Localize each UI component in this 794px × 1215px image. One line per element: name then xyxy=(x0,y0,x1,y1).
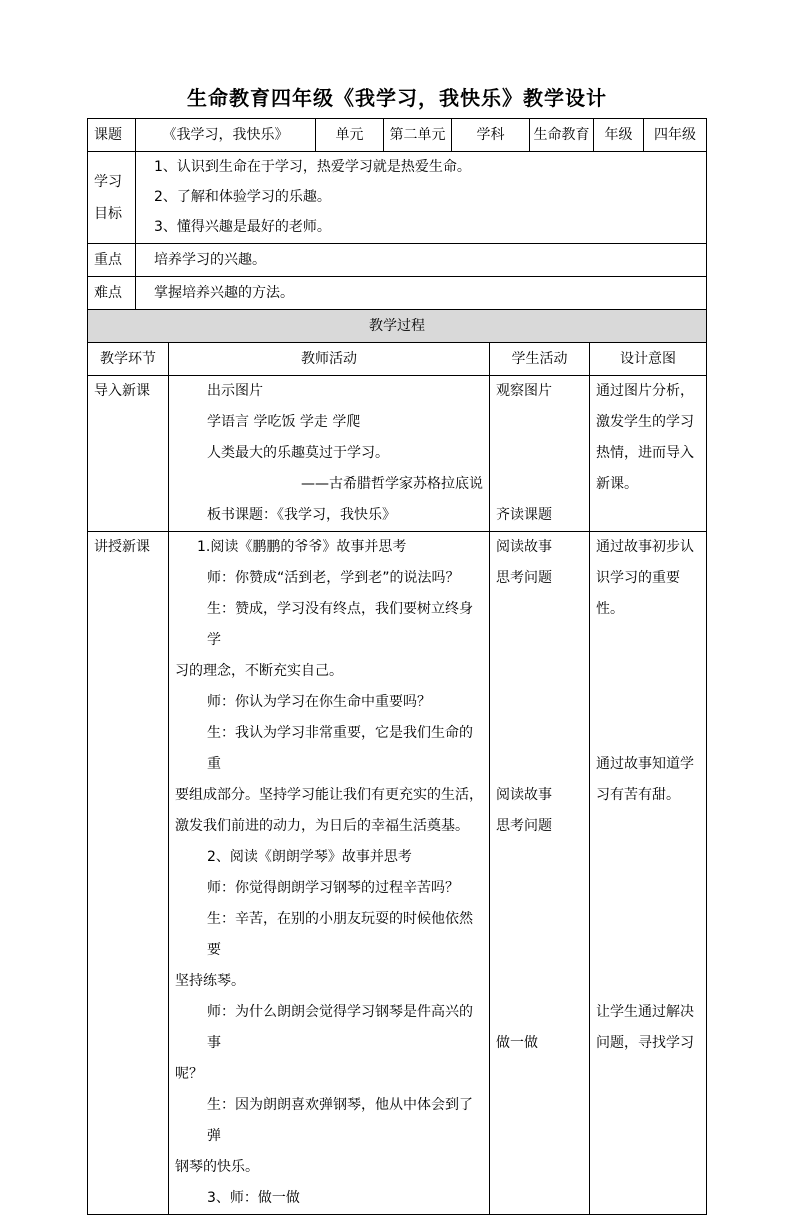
column-header: 教学环节 xyxy=(88,343,169,376)
text-line: 呢？ xyxy=(175,1066,203,1082)
text-line: 板书课题：《我学习，我快乐》 xyxy=(207,507,396,523)
unit-label: 单元 xyxy=(316,119,384,152)
text-line: 师：你觉得朗朗学习钢琴的过程辛苦吗？ xyxy=(207,880,459,896)
key-point-label: 重点 xyxy=(88,244,136,277)
text-line: 通过故事知道学 xyxy=(596,756,694,772)
text-line: 阅读故事 xyxy=(496,539,552,555)
table-row xyxy=(88,532,707,1215)
text-line: 让学生通过解决 xyxy=(596,1004,694,1020)
text-line: 坚持练琴。 xyxy=(175,973,245,989)
text-line: 思考问题 xyxy=(496,818,552,834)
teaching-process-table xyxy=(87,309,707,1215)
text-line: 热情，进而导入 xyxy=(596,445,694,461)
text-line: 师：你认为学习在你生命中重要吗？ xyxy=(207,694,431,710)
table-row xyxy=(88,376,707,532)
column-header: 设计意图 xyxy=(590,343,707,376)
text-line: 做一做 xyxy=(496,1035,538,1051)
text-line: 师：为什么朗朗会觉得学习钢琴是件高兴的事 xyxy=(207,1004,473,1051)
stage-teach: 讲授新课 xyxy=(88,532,169,1215)
text-line: 1.阅读《鹏鹏的爷爷》故事并思考 xyxy=(197,539,407,555)
grade-label: 年级 xyxy=(594,119,644,152)
text-line: 生：因为朗朗喜欢弹钢琴，他从中体会到了弹 xyxy=(207,1097,473,1144)
unit-value: 第二单元 xyxy=(384,119,452,152)
text-line: 通过故事初步认 xyxy=(596,539,694,555)
text-line: 要组成部分。坚持学习能让我们有更充实的生活， xyxy=(175,787,483,803)
student-activity-teach xyxy=(490,532,590,1215)
text-line: 生：赞成，学习没有终点，我们要树立终身学 xyxy=(207,601,473,648)
goal-item: 2、了解和体验学习的乐趣。 xyxy=(154,189,331,205)
section-title: 教学过程 xyxy=(88,310,707,343)
column-header: 学生活动 xyxy=(490,343,590,376)
text-line: 习有苦有甜。 xyxy=(596,787,680,803)
text-line: 通过图片分析， xyxy=(596,383,694,399)
subject-value: 生命教育 xyxy=(530,119,594,152)
text-line: 3、师：做一做 xyxy=(207,1190,300,1206)
difficulty-value: 掌握培养兴趣的方法。 xyxy=(136,277,707,310)
text-line: 出示图片 xyxy=(207,383,263,399)
text-line: 阅读故事 xyxy=(496,787,552,803)
key-point-value: 培养学习的兴趣。 xyxy=(136,244,707,277)
goal-item: 1、认识到生命在于学习，热爱学习就是热爱生命。 xyxy=(154,159,471,175)
lesson-value: 《我学习，我快乐》 xyxy=(136,119,316,152)
text-line: 问题，寻找学习 xyxy=(596,1035,694,1051)
text-line: 新课。 xyxy=(596,476,638,492)
text-line: ——古希腊哲学家苏格拉底说 xyxy=(301,476,483,492)
text-line: 师：你赞成“活到老，学到老”的说法吗？ xyxy=(207,570,460,586)
stage-intro: 导入新课 xyxy=(88,376,169,532)
design-intent-teach xyxy=(590,532,707,1215)
lesson-label: 课题 xyxy=(88,119,136,152)
student-activity-intro xyxy=(490,376,590,532)
text-line: 钢琴的快乐。 xyxy=(175,1159,259,1175)
text-line: 生：辛苦，在别的小朋友玩耍的时候他依然要 xyxy=(207,911,473,958)
goals-label-line2: 目标 xyxy=(94,205,122,222)
subject-label: 学科 xyxy=(452,119,530,152)
text-line: 观察图片 xyxy=(496,383,552,399)
teacher-activity-intro xyxy=(169,376,490,532)
grade-value: 四年级 xyxy=(644,119,707,152)
text-line: 人类最大的乐趣莫过于学习。 xyxy=(207,445,389,461)
text-line: 学语言 学吃饭 学走 学爬 xyxy=(207,414,361,430)
text-line: 激发学生的学习 xyxy=(596,414,694,430)
text-line: 识学习的重要性。 xyxy=(596,570,680,617)
goal-item: 3、懂得兴趣是最好的老师。 xyxy=(154,219,331,235)
text-line: 激发我们前进的动力，为日后的幸福生活奠基。 xyxy=(175,818,469,834)
text-line: 生：我认为学习非常重要，它是我们生命的重 xyxy=(207,725,473,772)
text-line: 习的理念，不断充实自己。 xyxy=(175,663,343,679)
text-line: 思考问题 xyxy=(496,570,552,586)
teacher-activity-teach xyxy=(169,532,490,1215)
goals-label-line1: 学习 xyxy=(94,173,122,190)
goals-label xyxy=(88,152,136,244)
lesson-info-table xyxy=(87,118,707,310)
difficulty-label: 难点 xyxy=(88,277,136,310)
page-title: 生命教育四年级《我学习，我快乐》教学设计 xyxy=(187,86,607,110)
text-line: 齐读课题 xyxy=(496,507,552,523)
goals-list xyxy=(136,152,707,244)
design-intent-intro xyxy=(590,376,707,532)
column-header: 教师活动 xyxy=(169,343,490,376)
text-line: 2、阅读《朗朗学琴》故事并思考 xyxy=(207,849,412,865)
